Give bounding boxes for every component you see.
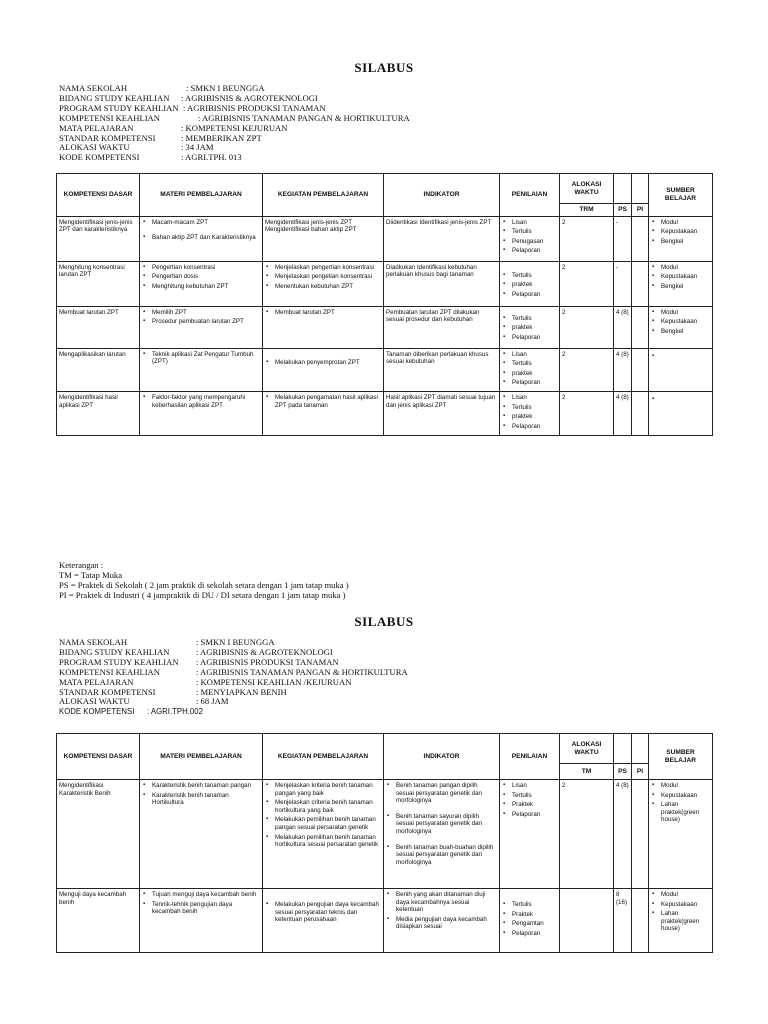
pi-cell — [632, 780, 649, 889]
info-row — [59, 697, 408, 707]
tm-cell — [560, 889, 614, 953]
materi-cell — [140, 261, 263, 306]
header-ps: PS — [614, 764, 632, 780]
penilaian-cell — [500, 780, 560, 889]
list-item: ▪ Pelaporan — [512, 930, 557, 938]
header-pi: PI — [632, 204, 649, 217]
list-item: ▪ Menentukan kebutuhan ZPT — [275, 283, 381, 291]
list-item: ▪ Tertulis — [512, 404, 557, 412]
info-value: : AGRIBISNIS PRODUKSI TANAMAN — [196, 656, 339, 667]
penilaian-cell — [500, 391, 560, 435]
header-indikator: INDIKATOR — [384, 174, 500, 217]
list-item: ▪ Pelaporan — [512, 811, 557, 819]
info-label: PROGRAM STUDY KEAHLIAN — [59, 102, 179, 113]
list-item: ▪ Modul — [661, 782, 710, 790]
header-kegiatan: KEGIATAN PEMBELAJARAN — [263, 734, 384, 780]
list-item: ▪ Tertulis — [512, 792, 557, 800]
list-item: ▪ Bahan aktip ZPT dan Karakteristiknya — [152, 234, 260, 242]
list-item: ▪ Bengkel — [661, 238, 710, 246]
info-value: : MENYIAPKAN BENIH — [196, 686, 287, 697]
list-item: ▪ Lahan praktek(green house) — [661, 910, 710, 933]
list-item: ▪ Melakukan pengujian daya kecambah sesuai persyaratan teknis dan ketentuan perusahaan — [275, 901, 381, 924]
ps-cell: 4 (8) — [614, 780, 632, 889]
info-label: KOMPETENSI KEAHLIAN — [59, 112, 160, 123]
list-item: ▪ Pelaporan — [512, 423, 557, 431]
list-item: ▪ Tennik-tehnik pengujian daya kecambah benih — [152, 901, 260, 916]
list-item: ▪ praktek — [512, 370, 557, 378]
info-label: KOMPETENSI KEAHLIAN — [59, 666, 160, 677]
ps-cell: 4 (8) — [614, 348, 632, 391]
page-title: SILABUS — [354, 60, 414, 75]
info-label: BIDANG STUDY KEAHLIAN — [59, 646, 170, 657]
kegiatan-cell: Mengidentifikasi jenis-jenis ZPT Mengidentifikasi bahan aktip ZPT — [263, 216, 384, 261]
table-row — [57, 306, 713, 348]
header-penilaian: PENILAIAN — [500, 174, 560, 217]
kegiatan-cell — [263, 889, 384, 953]
syllabus-table-2 — [56, 733, 713, 953]
list-item: ▪ Kepustakaan — [661, 228, 710, 236]
list-item: ▪ Lisan — [512, 394, 557, 402]
tm-cell: 2 — [560, 780, 614, 889]
table-row — [57, 216, 713, 261]
list-item: ▪ praktek — [512, 281, 557, 289]
list-item: ▪ Modul — [661, 219, 710, 227]
list-item: ▪ Tertulis — [512, 901, 557, 909]
sumber-cell — [649, 306, 713, 348]
info-row — [59, 153, 410, 163]
info-label: BIDANG STUDY KEAHLIAN — [59, 92, 170, 103]
info-label: NAMA SEKOLAH — [59, 637, 128, 647]
list-item: ▪ Modul — [661, 891, 710, 899]
sumber-cell — [649, 780, 713, 889]
sumber-cell — [649, 261, 713, 306]
list-item: ▪ Kepustakaan — [661, 792, 710, 800]
info-value: : SMKN I BEUNGGA — [186, 83, 265, 93]
kd-cell: Menghitung konsentrasi larutan ZPT — [57, 261, 140, 306]
header-tm: TM — [560, 764, 614, 780]
indikator-cell: Tanaman diberikan perlakuan khusus sesuai kebutuhan — [384, 348, 500, 391]
list-item: ▪ Praktek — [512, 911, 557, 919]
syllabus-table-1 — [56, 173, 713, 436]
list-item: ▪ Modul — [661, 264, 710, 272]
list-item: ▪ Benih yang akan ditanaman diuji daya kecambahnya sesuai ketentuan — [396, 891, 497, 914]
list-item: ▪ Tujuan menguji daya kecambah benih — [152, 891, 260, 899]
penilaian-cell — [500, 216, 560, 261]
kd-cell: Menguji daya kecambah benih — [57, 889, 140, 953]
school-info — [59, 638, 408, 717]
table-row — [57, 261, 713, 306]
list-item: ▪ Memilih ZPT — [152, 309, 260, 317]
info-value: : AGRIBISNIS & AGROTEKNOLOGI — [181, 92, 318, 103]
pi-cell — [632, 391, 649, 435]
list-item: ▪ Tertulis — [512, 360, 557, 368]
info-label: KODE KOMPETENSI — [59, 707, 135, 717]
list-item: ▪ Kepustakaan — [661, 901, 710, 909]
table-row — [57, 780, 713, 889]
info-value: : MEMBERIKAN ZPT — [181, 132, 262, 143]
info-value: : AGRIBISNIS & AGROTEKNOLOGI — [196, 646, 333, 657]
materi-cell — [140, 391, 263, 435]
materi-cell — [140, 889, 263, 953]
materi-cell — [140, 306, 263, 348]
list-item: ▪ Pengamtan — [512, 920, 557, 928]
list-item: ▪ Pelaporan — [512, 379, 557, 387]
list-item: ▪ Prosedur pembuatan larutan ZPT — [152, 318, 260, 326]
kegiatan-cell — [263, 780, 384, 889]
header-blank — [632, 734, 649, 764]
list-item: ▪ Tertulis — [512, 315, 557, 323]
list-item: ▪ Lisan — [512, 782, 557, 790]
indikator-cell: Diidentikasi Identifikasi jenis-jenis ZPT — [384, 216, 500, 261]
sumber-cell — [649, 348, 713, 391]
table-row — [57, 889, 713, 953]
penilaian-cell — [500, 348, 560, 391]
header-penilaian: PENILAIAN — [500, 734, 560, 780]
list-item: ▪ Pelaporan — [512, 247, 557, 255]
list-item: ▪ Macam-macam ZPT — [152, 219, 260, 227]
list-item: ▪ Modul — [661, 309, 710, 317]
list-item: ▪ Menghitung kebutuhan ZPT — [152, 283, 260, 291]
indikator-cell — [384, 889, 500, 953]
kd-cell: Mengaplikasikan larutan — [57, 348, 140, 391]
ps-cell: 4 (8) — [614, 306, 632, 348]
header-ps: PS — [614, 204, 632, 217]
list-item: ▪ Menjelaskan kriteria benih tanaman pangan yang baik — [275, 782, 381, 797]
materi-cell — [140, 780, 263, 889]
tm-cell: 2 — [560, 348, 614, 391]
list-item: ▪ praktek — [512, 413, 557, 421]
list-item: ▪ Bengkel — [661, 328, 710, 336]
kd-cell: Mengidentifikasi jenis-jenis ZPT dan karakteristiknya — [57, 216, 140, 261]
penilaian-cell — [500, 261, 560, 306]
list-item: ▪ Faktor-faktor yang mempengaruhi keberhasilan aplikasi ZPT — [152, 394, 260, 409]
school-info — [59, 84, 410, 163]
info-label: NAMA SEKOLAH — [59, 83, 128, 93]
sumber-cell — [649, 889, 713, 953]
info-value: : SMKN I BEUNGGA — [196, 637, 275, 647]
list-item: ▪ Karakteristik benih tanaman Hortikultura — [152, 792, 260, 807]
info-value: : AGRIBISNIS TANAMAN PANGAN & HORTIKULTURA — [196, 666, 408, 677]
ps-cell: 8 (16) — [614, 889, 632, 953]
header-alokasi-waktu: ALOKASI WAKTU — [560, 734, 614, 764]
pi-cell — [632, 348, 649, 391]
ps-cell: - — [614, 261, 632, 306]
info-row — [59, 707, 408, 717]
pi-cell — [632, 216, 649, 261]
list-item: ▪ Melakukan pemilihan benih tanaman hortikultura sesuai persaratan genetik — [275, 834, 381, 849]
info-value: : 68 JAM — [196, 696, 229, 707]
list-item: ▪ Tertulis — [512, 228, 557, 236]
indikator-cell: Hasil aplikasi ZPT diamati sesuai tujuan dan jenis aplikasi ZPT — [384, 391, 500, 435]
pi-cell — [632, 306, 649, 348]
legend-notes — [59, 561, 349, 601]
ps-cell: 4 (8) — [614, 391, 632, 435]
info-label: PROGRAM STUDY KEAHLIAN — [59, 656, 179, 667]
list-item: ▪ Pelaporan — [512, 334, 557, 342]
info-label: ALOKASI WAKTU — [59, 142, 130, 153]
list-item: ▪ Media pengujian daya kecambah disiapkan sesuai — [396, 916, 497, 931]
list-item: ▪ Praktek — [512, 801, 557, 809]
info-value: : AGRIBISNIS TANAMAN PANGAN & HORTIKULTURA — [198, 112, 410, 123]
info-value: : AGRI.TPH.002 — [147, 707, 203, 717]
list-item: ▪ Pengertian dosis — [152, 273, 260, 281]
header-kompetensi-dasar: KOMPETENSI DASAR — [57, 734, 140, 780]
legend-title: Keterangan : — [59, 560, 104, 570]
info-value: : 34 JAM — [181, 142, 214, 153]
legend-line: TM = Tatap Muka — [59, 569, 123, 580]
sumber-cell — [649, 216, 713, 261]
list-item: ▪ Lisan — [512, 351, 557, 359]
list-item: ▪ Benih tanaman pangan dipilih sesuai persyaratan genetik dan morfologinya — [396, 782, 497, 805]
page-title: SILABUS — [354, 614, 414, 629]
indikator-cell: Diadkukan Identifikasi kebutuhan perlakuan khusus bagi tanaman — [384, 261, 500, 306]
info-value: : KOMPETENSI KEAHLIAN /KEJURUAN — [196, 676, 352, 687]
list-item: ▪ Pengertian konsentrasi — [152, 264, 260, 272]
kd-cell: Mengidentifikasi Karakteristik Benih — [57, 780, 140, 889]
list-item: ▪ Kepustakaan — [661, 273, 710, 281]
header-tm: TRM — [560, 204, 614, 217]
table-row — [57, 391, 713, 435]
info-value: : AGRIBISNIS PRODUKSI TANAMAN — [183, 102, 326, 113]
list-item: ▪ Lahan praktek(green house) — [661, 801, 710, 824]
indikator-cell — [384, 780, 500, 889]
tm-cell: 2 — [560, 261, 614, 306]
list-item: ▪ Membuat larutan ZPT — [275, 309, 381, 317]
materi-cell — [140, 348, 263, 391]
header-indikator: INDIKATOR — [384, 734, 500, 780]
list-item: ▪ Karakteristik benih tanaman pangan — [152, 782, 260, 790]
list-item: ▪ Benih tanaman buah-buahan dipilih sesuai persyaratan genetik dan morfologinya — [396, 844, 497, 867]
kegiatan-cell — [263, 391, 384, 435]
header-blank — [614, 174, 632, 204]
pi-cell — [632, 261, 649, 306]
info-value: : KOMPETENSI KEJURUAN — [181, 122, 288, 133]
penilaian-cell — [500, 889, 560, 953]
materi-cell — [140, 216, 263, 261]
info-label: MATA PELAJARAN — [59, 122, 134, 133]
kegiatan-cell — [263, 261, 384, 306]
header-kegiatan: KEGIATAN PEMBELAJARAN — [263, 174, 384, 217]
pi-cell — [632, 889, 649, 953]
kd-cell: Mengidentifikasi hasil aplikasi ZPT — [57, 391, 140, 435]
header-pi: PI — [632, 764, 649, 780]
header-alokasi-waktu: ALOKASI WAKTU — [560, 174, 614, 204]
header-kompetensi-dasar: KOMPETENSI DASAR — [57, 174, 140, 217]
list-item: ▪ Menjelaskan criteria benih tanaman hortikultura yang baik — [275, 799, 381, 814]
list-item: ▪ Benih tanaman sayuran dipilih sesuai persyaratan genetik dan morfologinya — [396, 813, 497, 836]
penilaian-cell — [500, 306, 560, 348]
legend-line: PI = Praktek di Industri ( 4 jampraktik di DU / DI setara dengan 1 jam tatap muka ) — [59, 589, 346, 600]
tm-cell: 2 — [560, 306, 614, 348]
list-item: ▪ Tertulis — [512, 272, 557, 280]
info-label: STANDAR KOMPETENSI — [59, 686, 156, 697]
info-label: MATA PELAJARAN — [59, 676, 134, 687]
kegiatan-cell — [263, 306, 384, 348]
info-label: STANDAR KOMPETENSI — [59, 132, 156, 143]
list-item: ▪ praktek — [512, 324, 557, 332]
table-row — [57, 348, 713, 391]
sumber-cell — [649, 391, 713, 435]
tm-cell: 2 — [560, 391, 614, 435]
list-item: ▪ Pelaporan — [512, 291, 557, 299]
list-item: ▪ Lisan — [512, 219, 557, 227]
list-item: ▪ Melakukan pemilihan benih tanaman pangan sesuai persaratan genetik — [275, 816, 381, 831]
list-item: ▪ Melakukan penyemprotan ZPT — [275, 359, 381, 367]
ps-cell: - — [614, 216, 632, 261]
kegiatan-cell — [263, 348, 384, 391]
legend-line: PS = Praktek di Sekolah ( 2 jam praktik di sekolah setara dengan 1 jam tatap muka ) — [59, 579, 349, 590]
header-blank — [632, 174, 649, 204]
list-item: ▪ Menjelaskan pengertian konsentrasi — [275, 264, 381, 272]
header-sumber-belajar: SUMBER BELAJAR — [649, 174, 713, 217]
list-item: ▪ Penugasan — [512, 238, 557, 246]
list-item: ▪ Kepustakaan — [661, 318, 710, 326]
list-item: ▪ Melakukan pengamatan hasil aplikasi ZPT pada tanaman — [275, 394, 381, 409]
list-item: ▪ Teknik aplikasi Zat Pengatur Tumbuh (ZPT) — [152, 351, 260, 366]
indikator-cell: Pembuatan larutan ZPT dilakukan sesuai prosedur dan kebutuhan — [384, 306, 500, 348]
header-materi: MATERI PEMBELAJARAN — [140, 174, 263, 217]
info-value: : AGRI.TPH. 013 — [181, 152, 242, 163]
info-label: ALOKASI WAKTU — [59, 696, 130, 707]
header-sumber-belajar: SUMBER BELAJAR — [649, 734, 713, 780]
header-blank — [614, 734, 632, 764]
tm-cell: 2 — [560, 216, 614, 261]
list-item: ▪ Menjelaskan pengetian konsentrasi — [275, 273, 381, 281]
kd-cell: Membuat larutan ZPT — [57, 306, 140, 348]
list-item: ▪ Bengkel — [661, 283, 710, 291]
header-materi: MATERI PEMBELAJARAN — [140, 734, 263, 780]
info-label: KODE KOMPETENSI — [59, 152, 140, 163]
